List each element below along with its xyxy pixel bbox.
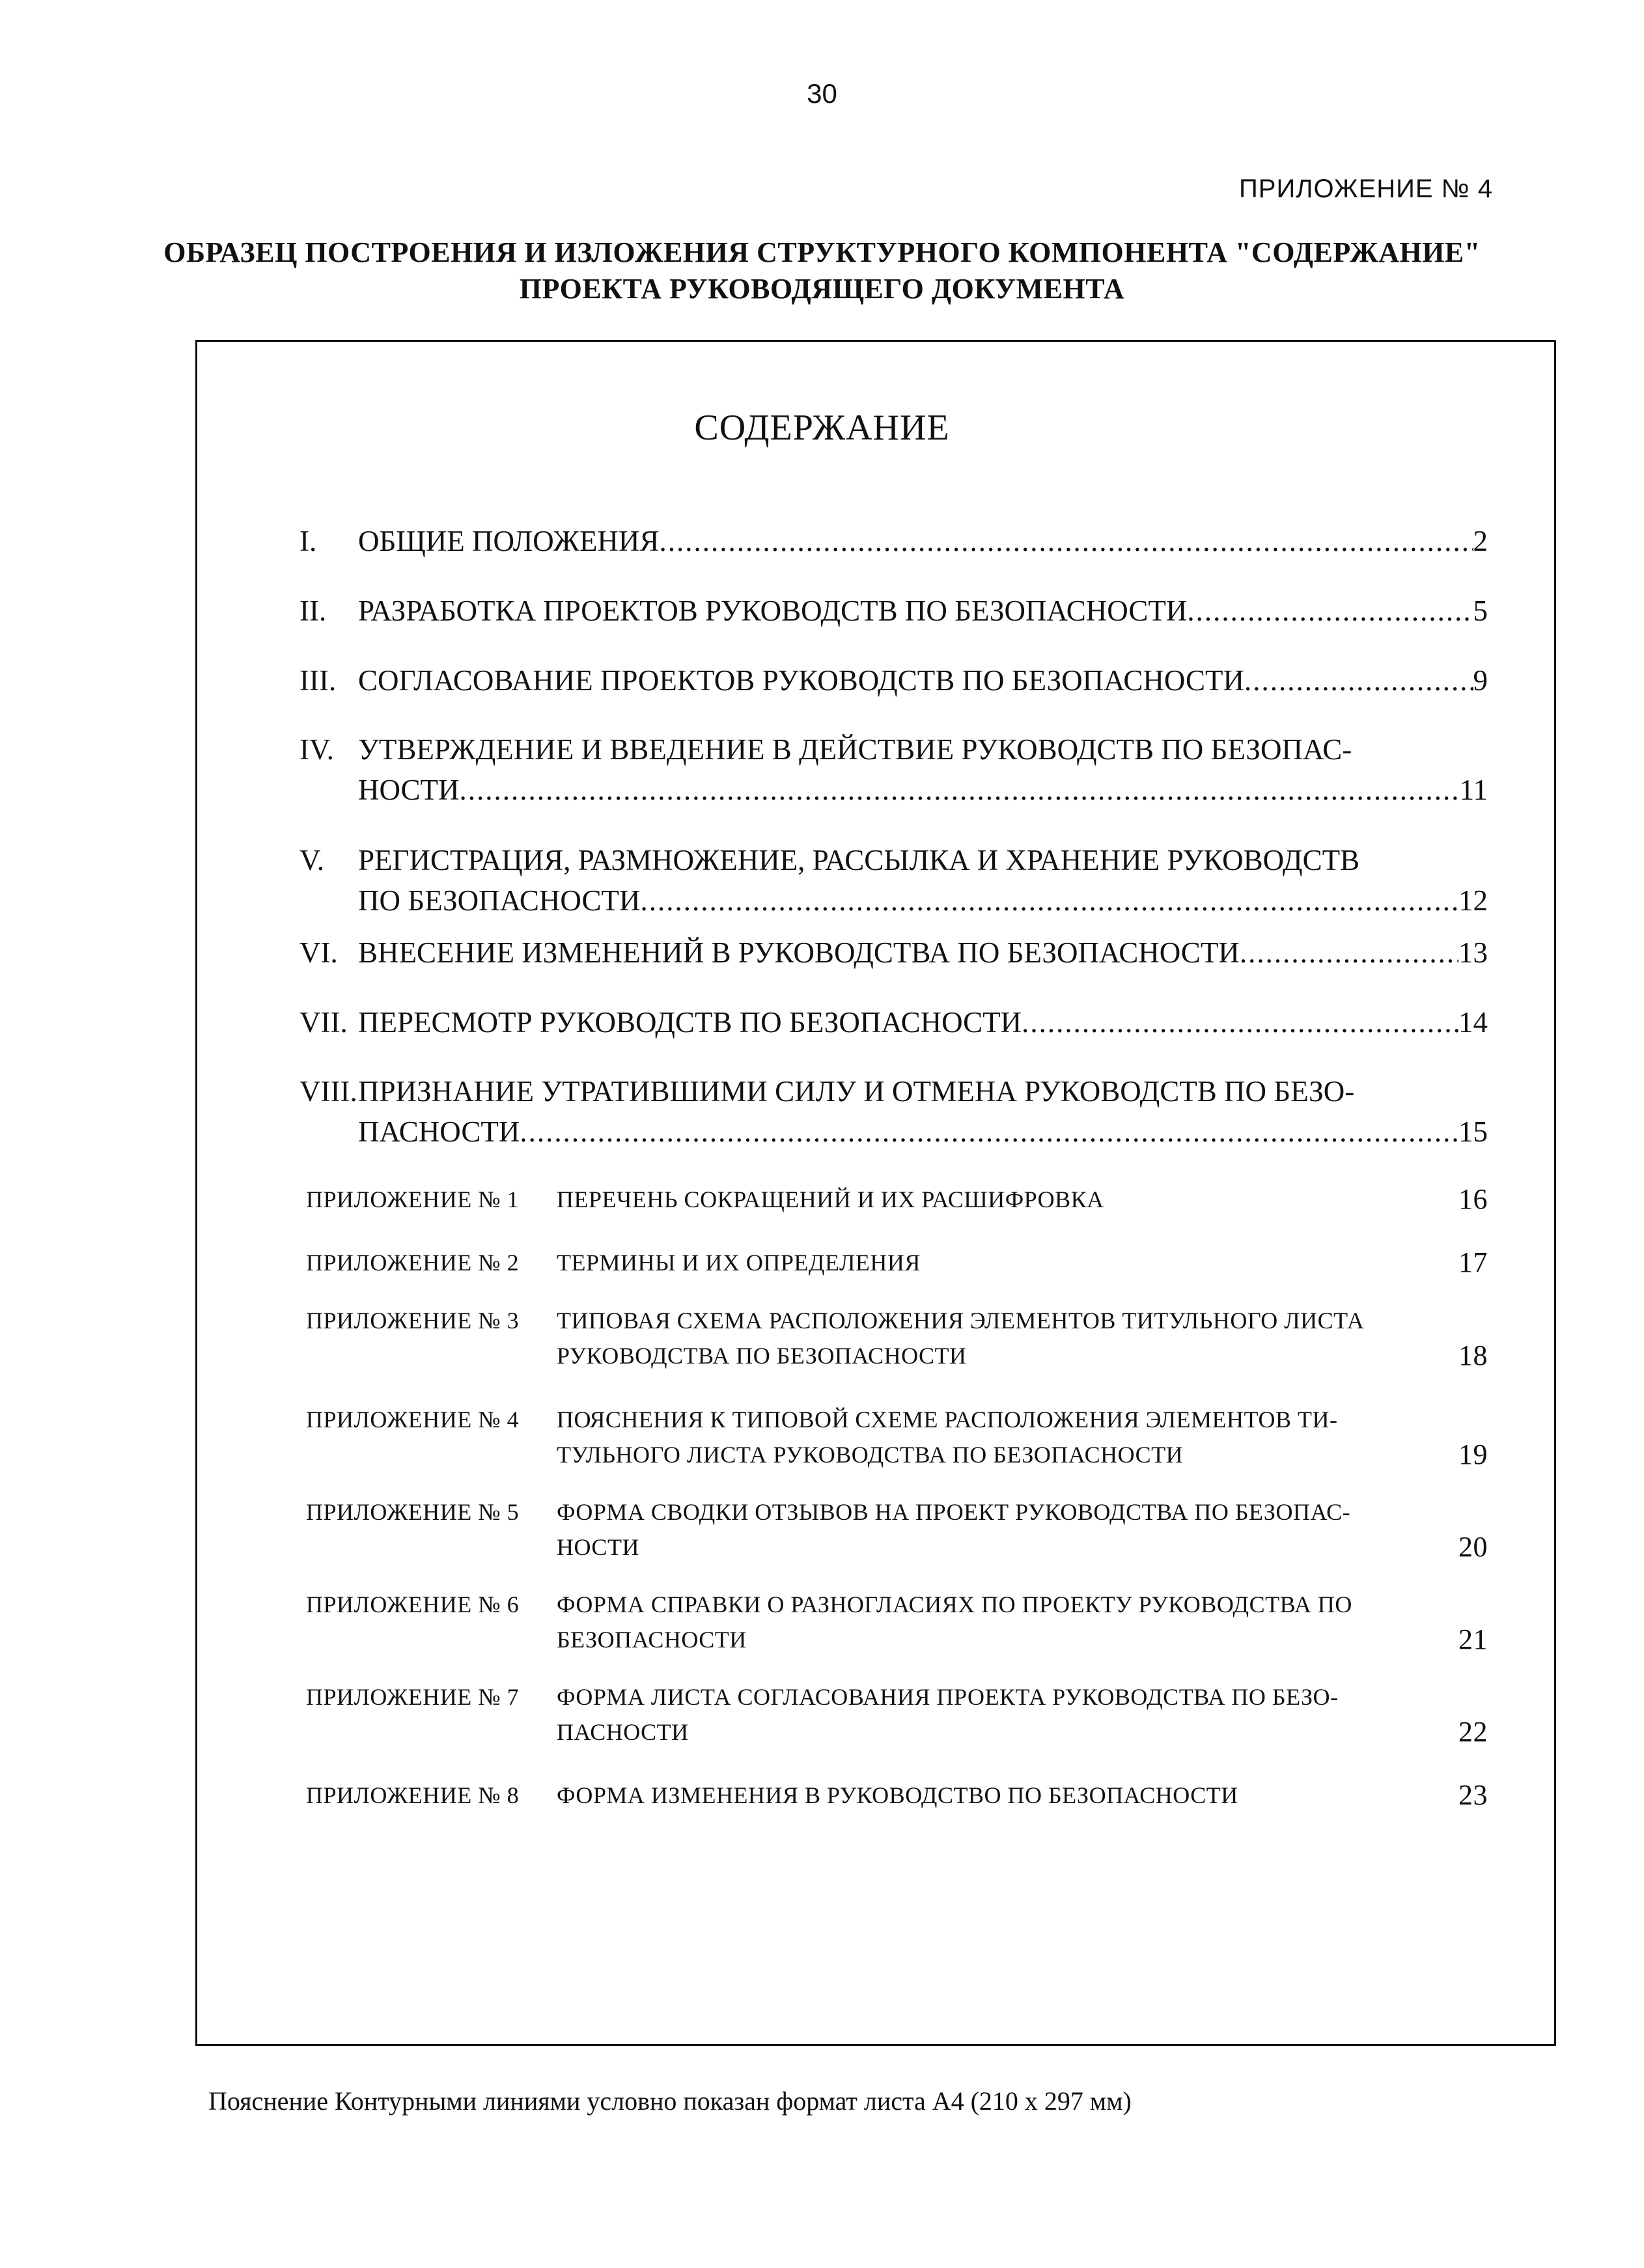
appendix-title-line-2: ПАСНОСТИ (557, 1719, 689, 1745)
section-page: 9 (1473, 664, 1488, 697)
toc-section-5 (300, 840, 1488, 921)
appendix-title-line-2: ТУЛЬНОГО ЛИСТА РУКОВОДСТВА ПО БЕЗОПАСНОСТИ (557, 1442, 1184, 1468)
dot-leader (520, 1112, 1458, 1152)
section-title-line-2: ПО БЕЗОПАСНОСТИ (358, 884, 641, 917)
section-title: ПЕРЕСМОТР РУКОВОДСТВ ПО БЕЗОПАСНОСТИ (358, 1006, 1022, 1039)
section-page: 15 (1458, 1115, 1488, 1148)
toc-section-6 (300, 932, 1488, 973)
appendix-page: 19 (1458, 1438, 1488, 1470)
section-number: V. (300, 844, 324, 876)
toc-section-7 (300, 1002, 1488, 1043)
appendix-page: 21 (1458, 1623, 1488, 1655)
section-page: 5 (1473, 595, 1488, 627)
appendix-number: ПРИЛОЖЕНИЕ № 5 (306, 1499, 520, 1525)
section-title: ВНЕСЕНИЕ ИЗМЕНЕНИЙ В РУКОВОДСТВА ПО БЕЗОПАСНОСТИ (358, 936, 1240, 969)
section-title: ОБЩИЕ ПОЛОЖЕНИЯ (358, 525, 660, 557)
section-title-line-1: РЕГИСТРАЦИЯ, РАЗМНОЖЕНИЕ, РАССЫЛКА И ХРАНЕНИЕ РУКОВОДСТВ (358, 844, 1360, 876)
appendix-title-line-1: ПОЯСНЕНИЯ К ТИПОВОЙ СХЕМЕ РАСПОЛОЖЕНИЯ ЭЛЕМЕНТОВ ТИ- (557, 1407, 1338, 1433)
appendix-title-line-2: НОСТИ (557, 1534, 639, 1560)
document-title-line-2: ПРОЕКТА РУКОВОДЯЩЕГО ДОКУМЕНТА (519, 273, 1125, 305)
appendix-number: ПРИЛОЖЕНИЕ № 1 (306, 1186, 520, 1212)
appendix-page: 16 (1458, 1183, 1488, 1215)
section-number: VII. (300, 1006, 348, 1039)
section-number: IV. (300, 733, 334, 766)
dot-leader (659, 521, 1473, 561)
section-title-line-1: УТВЕРЖДЕНИЕ И ВВЕДЕНИЕ В ДЕЙСТВИЕ РУКОВОДСТВ ПО БЕЗОПАС- (358, 733, 1352, 766)
toc-section-1 (300, 521, 1488, 561)
appendix-number: ПРИЛОЖЕНИЕ № 4 (306, 1407, 520, 1433)
appendix-label: ПРИЛОЖЕНИЕ № 4 (1239, 175, 1493, 203)
appendix-title-line-2: РУКОВОДСТВА ПО БЕЗОПАСНОСТИ (557, 1343, 967, 1369)
section-number: III. (300, 664, 337, 697)
appendix-title-line-1: ФОРМА СВОДКИ ОТЗЫВОВ НА ПРОЕКТ РУКОВОДСТВА ПО БЕЗОПАС- (557, 1499, 1351, 1525)
appendix-page: 22 (1458, 1716, 1488, 1748)
appendix-page: 20 (1458, 1531, 1488, 1563)
dot-leader (1022, 1002, 1458, 1043)
section-number: II. (300, 595, 327, 627)
toc-appendix-1 (306, 1182, 1488, 1217)
section-page: 11 (1459, 774, 1488, 806)
appendix-page: 23 (1458, 1779, 1488, 1811)
appendix-number: ПРИЛОЖЕНИЕ № 3 (306, 1308, 520, 1334)
toc-heading: СОДЕРЖАНИЕ (694, 408, 950, 448)
appendix-title: ПЕРЕЧЕНЬ СОКРАЩЕНИЙ И ИХ РАСШИФРОВКА (557, 1186, 1104, 1212)
appendix-title-line-2: БЕЗОПАСНОСТИ (557, 1627, 747, 1653)
page-number: 30 (807, 78, 837, 109)
document-title-line-1: ОБРАЗЕЦ ПОСТРОЕНИЯ И ИЗЛОЖЕНИЯ СТРУКТУРНОГО КОМПОНЕНТА "СОДЕРЖАНИЕ" (163, 236, 1481, 268)
appendix-page: 18 (1458, 1339, 1488, 1371)
toc-section-8 (300, 1071, 1488, 1152)
appendix-title-line-1: ФОРМА ЛИСТА СОГЛАСОВАНИЯ ПРОЕКТА РУКОВОДСТВА ПО БЕЗО- (557, 1684, 1339, 1710)
toc-appendix-3 (306, 1303, 1488, 1373)
toc-appendix-4 (306, 1402, 1488, 1472)
section-page: 13 (1458, 936, 1488, 969)
appendix-number: ПРИЛОЖЕНИЕ № 2 (306, 1250, 520, 1276)
toc-appendix-5 (306, 1494, 1488, 1565)
section-title-line-1: ПРИЗНАНИЕ УТРАТИВШИМИ СИЛУ И ОТМЕНА РУКОВОДСТВ ПО БЕЗО- (358, 1075, 1355, 1108)
section-title-line-2: ПАСНОСТИ (358, 1115, 520, 1148)
dot-leader (1240, 932, 1458, 973)
footnote: Пояснение Контурными линиями условно показан формат листа А4 (210 х 297 мм) (208, 2086, 1132, 2116)
section-title-line-2: НОСТИ (358, 774, 460, 806)
appendix-title-line-1: ФОРМА СПРАВКИ О РАЗНОГЛАСИЯХ ПО ПРОЕКТУ РУКОВОДСТВА ПО (557, 1591, 1352, 1617)
section-title: РАЗРАБОТКА ПРОЕКТОВ РУКОВОДСТВ ПО БЕЗОПАСНОСТИ (358, 595, 1188, 627)
dot-leader (460, 770, 1460, 810)
section-page: 2 (1473, 525, 1488, 557)
section-page: 14 (1458, 1006, 1488, 1039)
toc-section-4 (300, 729, 1488, 810)
appendix-title-line-1: ТИПОВАЯ СХЕМА РАСПОЛОЖЕНИЯ ЭЛЕМЕНТОВ ТИТУЛЬНОГО ЛИСТА (557, 1308, 1365, 1334)
dot-leader (1244, 660, 1473, 701)
document-title (0, 234, 1644, 307)
section-number: I. (300, 525, 317, 557)
appendix-number: ПРИЛОЖЕНИЕ № 8 (306, 1782, 520, 1808)
toc-appendix-7 (306, 1679, 1488, 1750)
toc-appendix-8 (306, 1778, 1488, 1813)
section-number: VIII. (300, 1075, 357, 1108)
toc-appendix-6 (306, 1587, 1488, 1657)
section-title: СОГЛАСОВАНИЕ ПРОЕКТОВ РУКОВОДСТВ ПО БЕЗОПАСНОСТИ (358, 664, 1244, 697)
appendix-page: 17 (1458, 1246, 1488, 1278)
appendix-number: ПРИЛОЖЕНИЕ № 7 (306, 1684, 520, 1710)
appendix-title: ТЕРМИНЫ И ИХ ОПРЕДЕЛЕНИЯ (557, 1250, 921, 1276)
toc-section-3 (300, 660, 1488, 701)
appendix-title: ФОРМА ИЗМЕНЕНИЯ В РУКОВОДСТВО ПО БЕЗОПАСНОСТИ (557, 1782, 1238, 1808)
dot-leader (640, 880, 1458, 921)
toc-section-2 (300, 591, 1488, 631)
section-number: VI. (300, 936, 338, 969)
dot-leader (1187, 591, 1473, 631)
toc-appendix-2 (306, 1245, 1488, 1280)
appendix-number: ПРИЛОЖЕНИЕ № 6 (306, 1591, 520, 1617)
section-page: 12 (1458, 884, 1488, 917)
